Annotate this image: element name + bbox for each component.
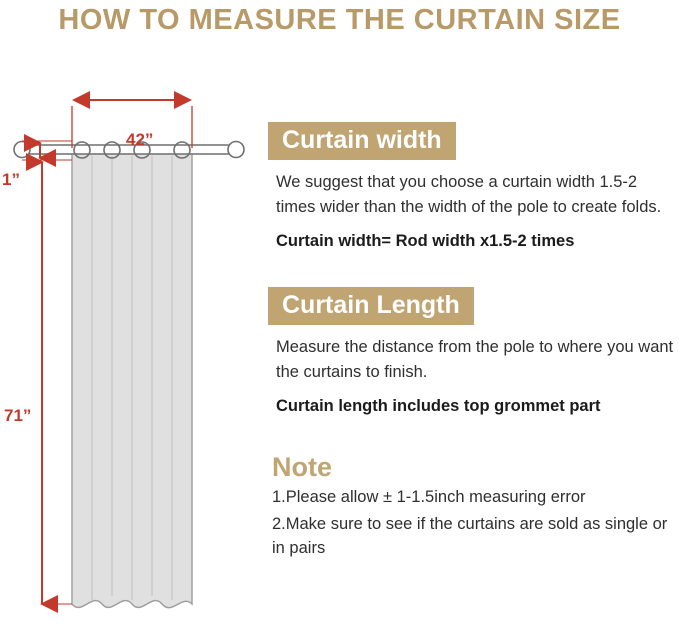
instructions-column [268, 122, 679, 561]
curtain-measurement-diagram [0, 44, 275, 628]
note-line-1: 1.Please allow ± 1-1.5inch measuring error [272, 488, 586, 507]
curtain-length-body: Measure the distance from the pole to where you want the curtains to finish. [276, 338, 674, 381]
note-spacer [268, 416, 679, 452]
section-spacer [268, 251, 679, 287]
grommet-dimension-label: 1” [2, 170, 20, 189]
height-dimension-label: 71” [4, 406, 32, 425]
curtain-length-formula: Curtain length includes top grommet part [276, 397, 601, 416]
page-title: HOW TO MEASURE THE CURTAIN SIZE [58, 3, 621, 36]
note-heading: Note [272, 452, 332, 483]
note-line-2: 2.Make sure to see if the curtains are sold as single or in pairs [272, 515, 668, 557]
width-dimension-label: 42” [126, 130, 154, 149]
curtain-width-formula: Curtain width= Rod width x1.5-2 times [276, 232, 575, 251]
curtain-length-heading: Curtain Length [268, 287, 474, 325]
curtain-width-heading: Curtain width [268, 122, 456, 160]
curtain-panel [72, 148, 192, 608]
curtain-width-body: We suggest that you choose a curtain width 1.5-2 times wider than the width of the pole to create folds. [276, 173, 662, 216]
height-dimension [42, 162, 72, 604]
